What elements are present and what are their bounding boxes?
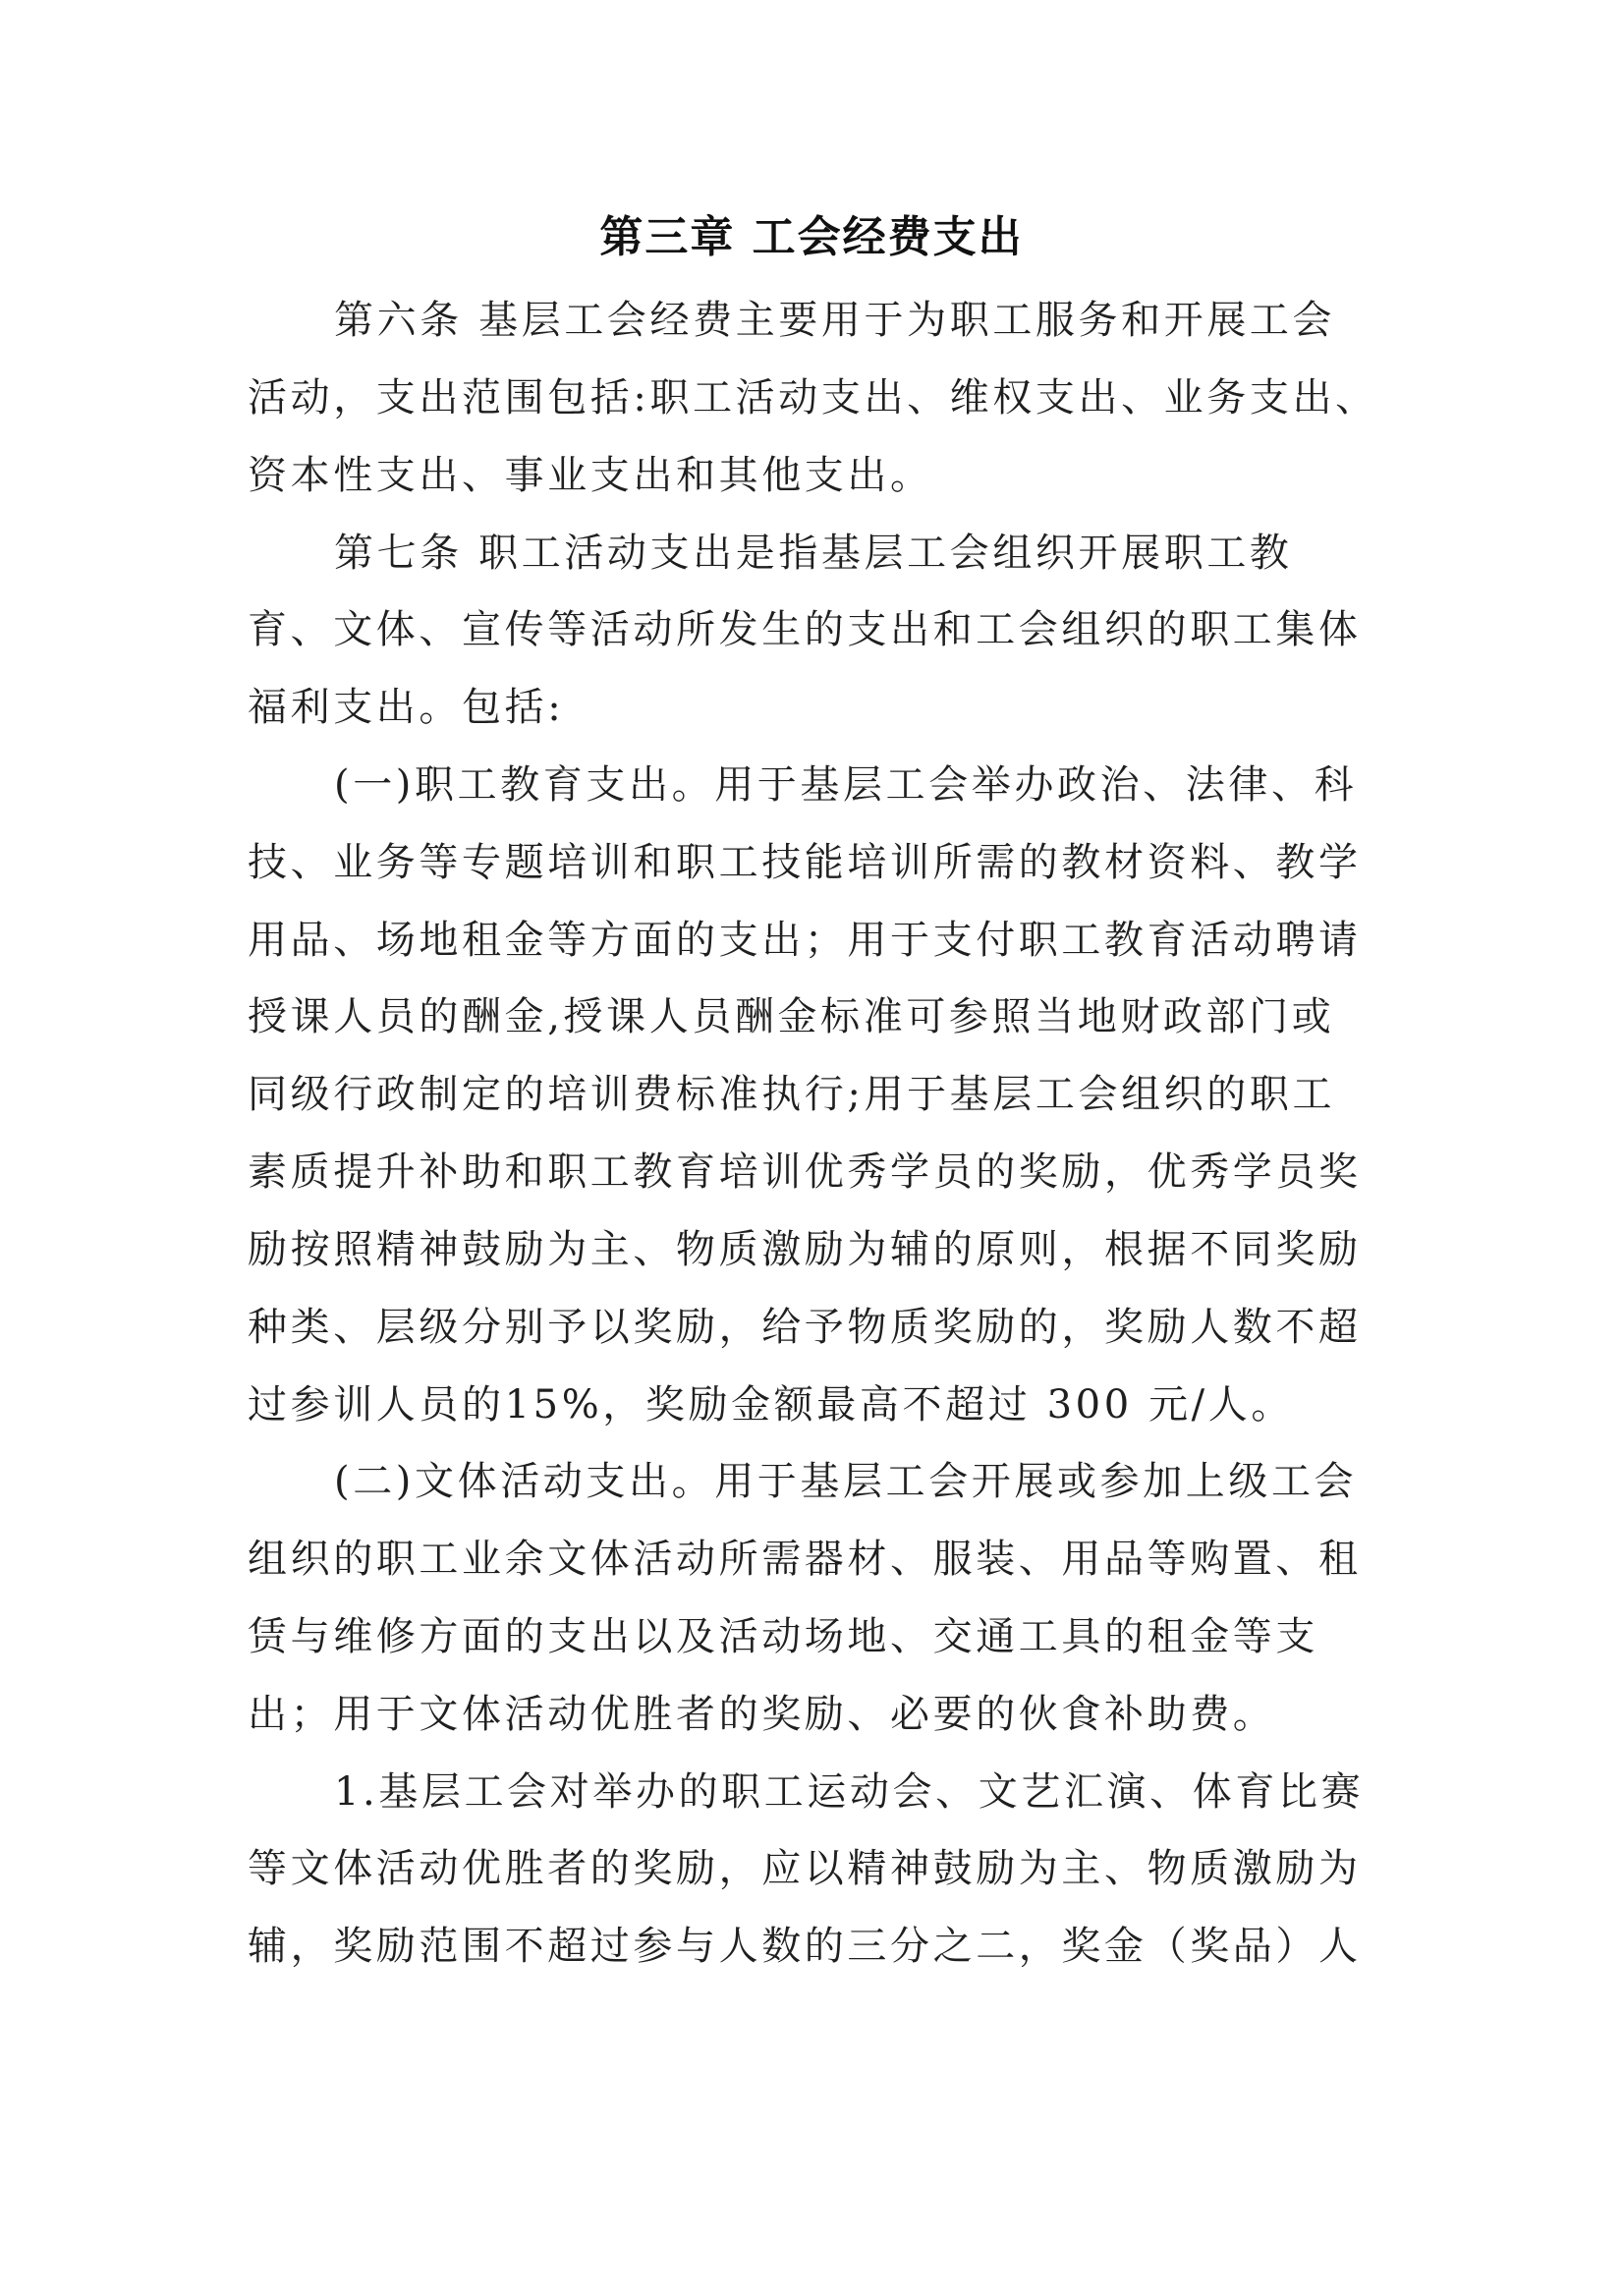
text-line: (二)文体活动支出。用于基层工会开展或参加上级工会: [334, 1459, 1358, 1504]
chapter-title: 第三章 工会经费支出: [599, 212, 1024, 262]
text-line: 育、文体、宣传等活动所发生的支出和工会组织的职工集体: [248, 607, 1362, 652]
text-line: 过参训人员的15%，奖励金额最高不超过 300 元/人。: [248, 1382, 1294, 1428]
text-line: 辅，奖励范围不超过参与人数的三分之二，奖金（奖品）人: [248, 1924, 1362, 1969]
text-line: 第七条 职工活动支出是指基层工会组织开展职工教: [334, 531, 1293, 576]
text-line: (一)职工教育支出。用于基层工会举办政治、法律、科: [334, 762, 1358, 808]
text-line: 同级行政制定的培训费标准执行;用于基层工会组织的职工: [248, 1072, 1336, 1117]
text-line: 素质提升补助和职工教育培训优秀学员的奖励，优秀学员奖: [248, 1149, 1362, 1195]
text-line: 活动，支出范围包括:职工活动支出、维权支出、业务支出、: [248, 375, 1378, 420]
text-line: 1.基层工会对举办的职工运动会、文艺汇演、体育比赛: [334, 1769, 1365, 1815]
text-line: 励按照精神鼓励为主、物质激励为辅的原则，根据不同奖励: [248, 1227, 1362, 1272]
text-line: 资本性支出、事业支出和其他支出。: [248, 453, 933, 498]
text-line: 等文体活动优胜者的奖励，应以精神鼓励为主、物质激励为: [248, 1846, 1362, 1891]
text-line: 组织的职工业余文体活动所需器材、服装、用品等购置、租: [248, 1537, 1362, 1582]
text-line: 出；用于文体活动优胜者的奖励、必要的伙食补助费。: [248, 1692, 1276, 1737]
text-line: 授课人员的酬金,授课人员酬金标准可参照当地财政部门或: [248, 994, 1335, 1039]
text-line: 福利支出。包括:: [248, 685, 565, 730]
text-line: 种类、层级分别予以奖励，给予物质奖励的，奖励人数不超: [248, 1305, 1362, 1350]
text-line: 第六条 基层工会经费主要用于为职工服务和开展工会: [334, 298, 1336, 343]
text-line: 技、业务等专题培训和职工技能培训所需的教材资料、教学: [248, 840, 1362, 885]
text-line: 赁与维修方面的支出以及活动场地、交通工具的租金等支: [248, 1614, 1318, 1659]
text-line: 用品、场地租金等方面的支出；用于支付职工教育活动聘请: [248, 918, 1362, 963]
